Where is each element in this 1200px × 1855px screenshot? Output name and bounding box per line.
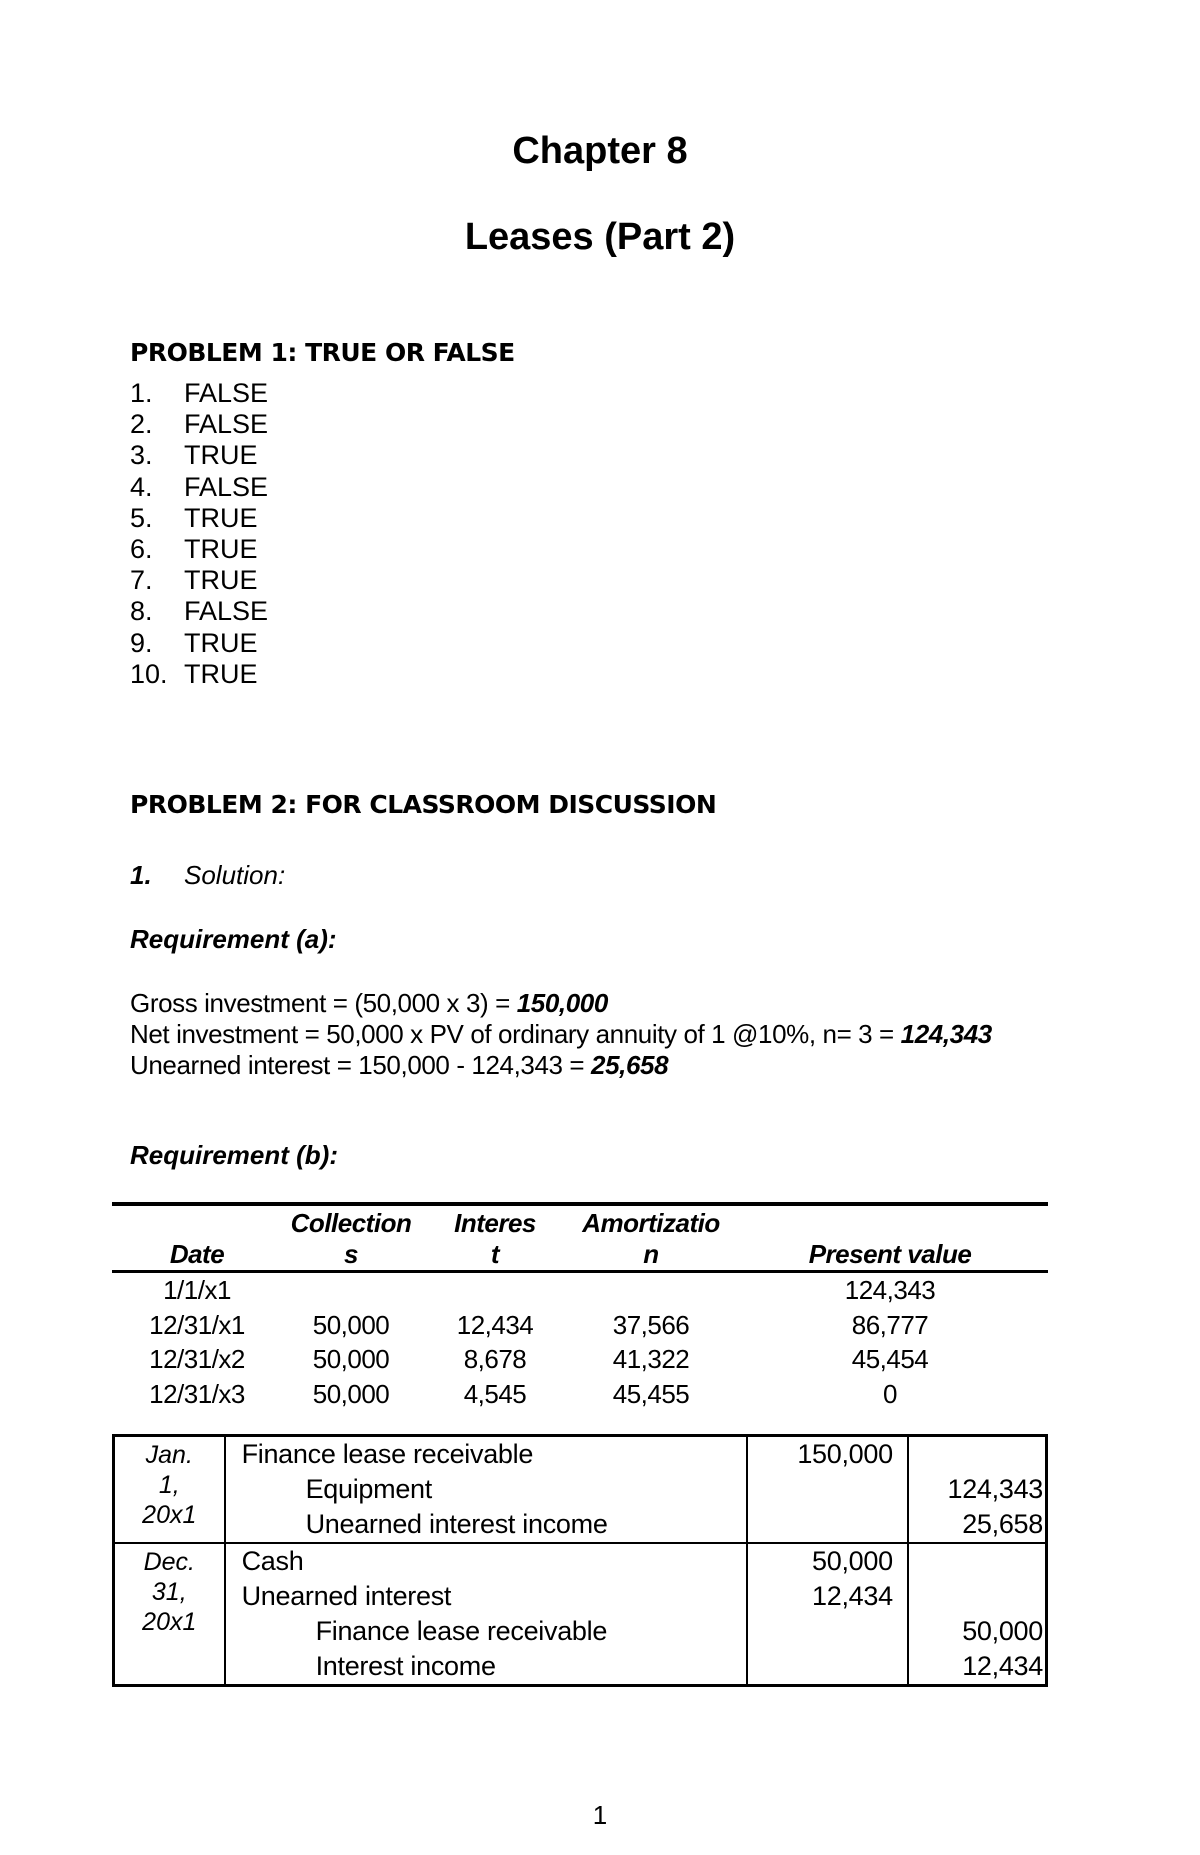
account-name: Finance lease receivable (241, 1439, 534, 1469)
account-name: Unearned interest income (305, 1509, 608, 1539)
answer-value: TRUE (184, 533, 258, 564)
answer-number: 6. (130, 533, 153, 564)
answer-number: 5. (130, 502, 153, 533)
problem1-heading: PROBLEM 1: TRUE OR FALSE (130, 338, 515, 367)
journal-entry (114, 1543, 1047, 1686)
entry-date (114, 1543, 225, 1686)
date-line: 31, (151, 1578, 187, 1606)
list-item (130, 596, 268, 627)
table-cell: 50,000 (312, 1378, 390, 1409)
calc-result: 124,343 (900, 1019, 992, 1049)
list-item (130, 565, 268, 596)
credit-amount (909, 1437, 1043, 1472)
entry-debits (747, 1436, 908, 1544)
table-cell: 1/1/x1 (163, 1275, 231, 1306)
table-cell: 50,000 (312, 1344, 390, 1375)
header-line: Interes (454, 1208, 536, 1238)
table-cell: 45,454 (851, 1344, 929, 1375)
credit-amount (909, 1579, 1043, 1614)
account-name: Finance lease receivable (315, 1616, 608, 1646)
net-investment-line (130, 1019, 992, 1050)
answer-value: FALSE (184, 378, 269, 408)
answer-number: 4. (130, 471, 153, 502)
account-name: Interest income (315, 1651, 496, 1681)
page-number: 1 (592, 1800, 608, 1830)
table-cell: 12/31/x3 (149, 1378, 245, 1409)
chapter-subtitle: Leases (Part 2) (464, 216, 736, 258)
list-item (130, 378, 268, 409)
header-line: s (344, 1239, 358, 1269)
table-row (112, 1272, 1048, 1308)
table-cell: 12,434 (456, 1309, 534, 1340)
problem2-heading: PROBLEM 2: FOR CLASSROOM DISCUSSION (130, 790, 717, 819)
answer-value: TRUE (184, 658, 258, 689)
table-row (112, 1377, 1048, 1412)
table-cell (282, 1272, 420, 1308)
debit-amount: 50,000 (812, 1546, 893, 1576)
table-cell: 12/31/x2 (149, 1344, 245, 1375)
credit-amount (909, 1544, 1043, 1579)
list-item (130, 628, 268, 659)
gross-investment-line (130, 988, 992, 1019)
investment-calculations (130, 988, 992, 1081)
true-false-answers-list (130, 378, 268, 690)
answer-value: TRUE (184, 502, 258, 533)
answer-number: 8. (130, 596, 153, 627)
calc-result: 150,000 (516, 988, 608, 1018)
answer-value: FALSE (184, 471, 269, 502)
table-cell: 86,777 (851, 1309, 929, 1340)
table-cell: 41,322 (612, 1344, 690, 1375)
unearned-interest-line (130, 1050, 992, 1081)
debit-amount (748, 1614, 893, 1649)
table-cell: 0 (883, 1378, 897, 1409)
column-header-collections (282, 1204, 420, 1272)
list-item (130, 659, 268, 690)
header-line: Present value (808, 1239, 972, 1269)
header-line: t (490, 1239, 500, 1269)
account-name: Equipment (305, 1474, 432, 1504)
date-line: Dec. (143, 1548, 195, 1576)
credit-amount: 50,000 (962, 1616, 1043, 1646)
answer-value: TRUE (184, 627, 258, 658)
calc-text: Gross investment = (50,000 x 3) = (130, 988, 517, 1018)
answer-number: 2. (130, 409, 153, 440)
column-header-amortization (570, 1204, 732, 1272)
column-header-present-value (732, 1204, 1048, 1272)
entry-credits (908, 1436, 1047, 1544)
account-name: Cash (241, 1546, 304, 1576)
solution-label: Solution: (184, 860, 286, 890)
date-line: 20x1 (142, 1501, 197, 1529)
table-cell: 12/31/x1 (149, 1309, 245, 1340)
date-line: Jan. (145, 1441, 193, 1469)
header-line: Amortizatio (582, 1208, 720, 1238)
entry-date (114, 1436, 225, 1544)
debit-amount: 150,000 (797, 1439, 893, 1469)
answer-value: TRUE (184, 440, 258, 471)
table-cell (420, 1272, 570, 1308)
calc-text: Net investment = 50,000 x PV of ordinary annuity of 1 @10%, n= 3 = (130, 1019, 901, 1049)
list-item (130, 409, 268, 440)
answer-value: TRUE (184, 565, 258, 596)
credit-amount: 25,658 (962, 1509, 1043, 1539)
debit-amount (748, 1472, 893, 1507)
answer-number: 10. (130, 658, 168, 689)
answer-value: FALSE (184, 596, 269, 627)
entry-credits (908, 1543, 1047, 1686)
table-row (112, 1342, 1048, 1377)
table-cell: 4,545 (463, 1378, 527, 1409)
list-item (130, 472, 268, 503)
solution-line (130, 860, 285, 891)
table-cell: 45,455 (612, 1378, 690, 1409)
solution-number: 1. (130, 860, 152, 890)
table-header-row (112, 1204, 1048, 1272)
entry-accounts (225, 1543, 747, 1686)
answer-number: 9. (130, 627, 153, 658)
entry-debits (747, 1543, 908, 1686)
debit-amount (748, 1649, 893, 1684)
debit-amount (748, 1507, 893, 1542)
column-header-date (112, 1204, 282, 1272)
amortization-table (112, 1202, 1048, 1411)
column-header-interest (420, 1204, 570, 1272)
table-cell: 50,000 (312, 1309, 390, 1340)
table-cell: 37,566 (612, 1309, 690, 1340)
table-row (112, 1308, 1048, 1343)
account-name: Unearned interest (241, 1581, 452, 1611)
list-item (130, 440, 268, 471)
credit-amount: 12,434 (962, 1651, 1043, 1681)
chapter-title: Chapter 8 (512, 130, 688, 172)
calc-text: Unearned interest = 150,000 - 124,343 = (130, 1050, 592, 1080)
list-item (130, 503, 268, 534)
header-line: n (643, 1239, 659, 1269)
header-line: Collection (290, 1208, 412, 1238)
answer-number: 7. (130, 565, 153, 596)
answer-number: 3. (130, 440, 153, 471)
journal-entries-table (112, 1434, 1048, 1687)
journal-entry (114, 1436, 1047, 1544)
table-cell: 8,678 (463, 1344, 527, 1375)
header-line: Date (169, 1239, 225, 1269)
date-line: 1, (158, 1471, 180, 1499)
entry-accounts (225, 1436, 747, 1544)
debit-amount: 12,434 (812, 1581, 893, 1611)
answer-value: FALSE (184, 409, 269, 440)
list-item (130, 534, 268, 565)
credit-amount: 124,343 (947, 1474, 1043, 1504)
table-cell: 124,343 (844, 1275, 936, 1306)
table-cell (570, 1272, 732, 1308)
requirement-a-heading: Requirement (a): (130, 924, 337, 954)
answer-number: 1. (130, 378, 153, 408)
calc-result: 25,658 (591, 1050, 669, 1080)
date-line: 20x1 (142, 1608, 197, 1636)
requirement-b-heading: Requirement (b): (130, 1140, 338, 1170)
